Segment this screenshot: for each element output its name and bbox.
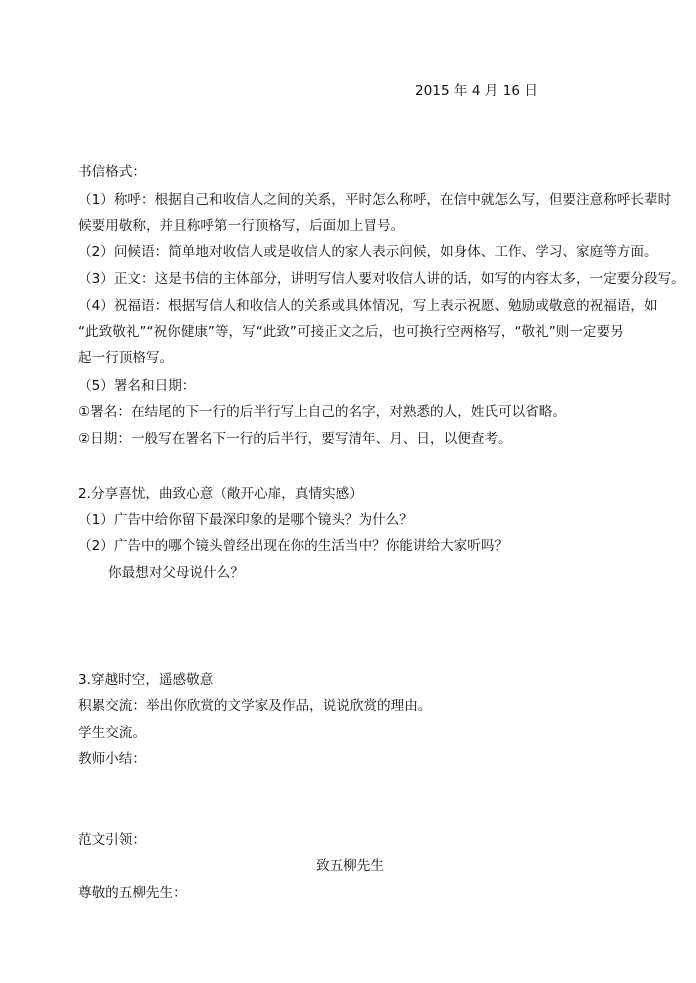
section3-student-exchange: 学生交流。 — [78, 725, 146, 741]
section3-teacher-summary: 教师小结： — [78, 751, 146, 767]
format-item-signature-date: （5）署名和日期： — [78, 378, 196, 394]
document-date: 2015 年 4 月 16 日 — [415, 83, 538, 99]
model-letter-title: 致五柳先生 — [316, 858, 384, 874]
section2-question-3: 你最想对父母说什么？ — [108, 565, 244, 581]
section2-heading: 2.分享喜忧，曲致心意（敞开心扉，真情实感） — [78, 486, 363, 502]
section2-question-1: （1）广告中给你留下最深印象的是哪个镜头？为什么？ — [78, 512, 413, 528]
format-item-blessing: （4）祝福语：根据写信人和收信人的关系或具体情况，写上表示祝愿、勉励或敬意的祝福语，如 — [78, 298, 658, 314]
section2-question-2: （2）广告中的哪个镜头曾经出现在你的生活当中？你能讲给大家听吗？ — [78, 538, 509, 554]
format-item-greeting: （2）问候语：简单地对收信人或是收信人的家人表示问候，如身体、工作、学习、家庭等方面。 — [78, 244, 658, 260]
format-item-salutation-cont: 候要用敬称，并且称呼第一行顶格写，后面加上冒号。 — [78, 218, 405, 234]
model-letter-salutation: 尊敬的五柳先生： — [78, 885, 187, 901]
format-item-salutation: （1）称呼：根据自己和收信人之间的关系，平时怎么称呼，在信中就怎么写，但要注意称呼长辈时 — [78, 192, 672, 208]
section3-activity: 积累交流：举出你欣赏的文学家及作品，说说欣赏的理由。 — [78, 698, 432, 714]
format-item-blessing-cont: “此致敬礼”“祝你健康”等，写“此致”可接正文之后，也可换行空两格写，“敬礼”则一定要另 — [78, 324, 624, 340]
model-heading: 范文引领： — [78, 832, 146, 848]
format-item-signature: ①署名：在结尾的下一行的后半行写上自己的名字，对熟悉的人，姓氏可以省略。 — [78, 404, 566, 420]
letter-format-heading: 书信格式： — [78, 164, 146, 180]
format-item-body: （3）正文：这是书信的主体部分，讲明写信人要对收信人讲的话，如写的内容太多，一定要分段写。 — [78, 271, 685, 287]
format-item-date: ②日期：一般写在署名下一行的后半行，要写清年、月、日，以便查考。 — [78, 431, 512, 447]
format-item-blessing-end: 起一行顶格写。 — [78, 350, 174, 366]
section3-heading: 3.穿越时空，遥感敬意 — [78, 672, 214, 688]
